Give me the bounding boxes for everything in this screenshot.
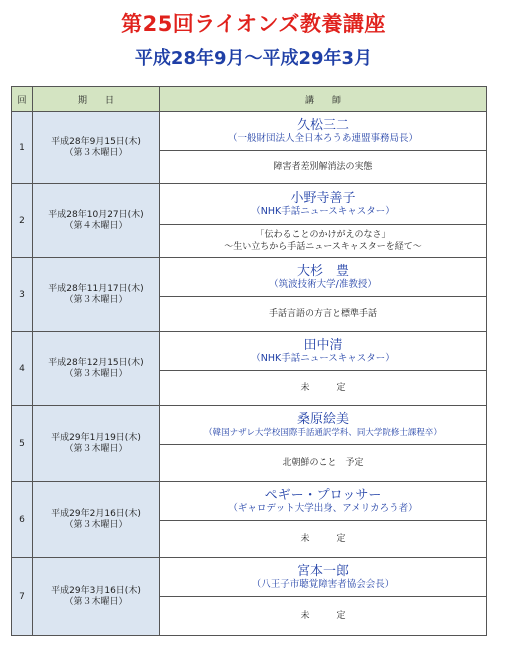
lecturer-name: 小野寺善子 [290,190,356,206]
table-row [12,558,487,597]
topic-cell [160,297,487,332]
lecturer-affiliation: （筑波技術大学/准教授） [269,278,377,290]
topic-cell [160,521,487,558]
week-text: （第３木曜日） [64,596,128,607]
lecturer-affiliation: （NHK手話ニュースキャスター） [251,352,395,364]
lecturer-name: 大杉 豊 [296,263,349,279]
topic-text: 北朝鮮のこと 予定 [282,458,364,468]
session-number: 6 [12,482,33,558]
lecturer-cell [160,406,487,445]
session-date [33,184,160,258]
date-text: 平成29年3月16日(木) [51,585,141,596]
week-text: （第３木曜日） [64,294,128,305]
header-num: 回 [12,87,33,112]
date-text: 平成28年10月27日(木) [48,209,144,220]
week-text: （第４木曜日） [64,220,128,231]
lecturer-cell [160,258,487,297]
week-text: （第３木曜日） [64,147,128,158]
lecturer-name: 田中清 [303,337,343,353]
lecturer-name: 桑原絵美 [296,411,349,427]
schedule-table [11,86,487,636]
topic-cell [160,597,487,636]
table-row [12,258,487,297]
topic-subtext: ～生い立ちから手話ニュースキャスターを経て～ [224,242,422,252]
header-date: 期 日 [33,87,160,112]
lecturer-name: 宮本一郎 [296,563,349,579]
lecturer-cell [160,332,487,371]
session-date [33,112,160,184]
topic-cell [160,371,487,406]
page-title: 第25回ライオンズ教養講座 [121,12,386,36]
week-text: （第３木曜日） [64,519,128,530]
session-number: 2 [12,184,33,258]
week-text: （第３木曜日） [64,443,128,454]
table-row [12,332,487,371]
lecturer-cell [160,184,487,225]
topic-text: 未 定 [300,534,346,544]
date-text: 平成29年2月16日(木) [51,508,141,519]
date-text: 平成28年9月15日(木) [51,136,141,147]
topic-text: 手話言語の方言と標準手話 [268,309,377,319]
session-number: 1 [12,112,33,184]
page-subtitle: 平成28年9月～平成29年3月 [134,48,373,69]
date-text: 平成28年11月17日(木) [48,283,144,294]
lecturer-affiliation: （一般財団法人全日本ろうあ連盟事務局長） [227,132,418,144]
session-number: 4 [12,332,33,406]
topic-text: 障害者差別解消法の実態 [273,162,373,172]
week-text: （第３木曜日） [64,368,128,379]
lecturer-cell [160,558,487,597]
table-row [12,406,487,445]
topic-text: 未 定 [300,611,346,621]
lecturer-cell [160,112,487,151]
topic-cell [160,151,487,184]
lecturer-cell [160,482,487,521]
table-row [12,482,487,521]
topic-cell [160,225,487,258]
lecturer-name: ペギー・プロッサー [264,487,382,503]
session-date [33,558,160,636]
table-row [12,112,487,151]
lecturer-affiliation: （ギャロデット大学出身、アメリカろう者） [228,502,418,514]
table-header-row [12,87,487,112]
session-date [33,482,160,558]
session-number: 3 [12,258,33,332]
table-row [12,184,487,225]
date-text: 平成28年12月15日(木) [48,357,144,368]
session-date [33,332,160,406]
session-number: 5 [12,406,33,482]
lecturer-affiliation: （韓国ナザレ大学校国際手話通訳学科、同大学院修士課程卒） [204,427,442,438]
session-date [33,258,160,332]
header-lecturer: 講 師 [160,87,487,112]
topic-text: 未 定 [300,383,346,393]
topic-cell [160,445,487,482]
topic-text: 「伝わることのかけがえのなさ」 [255,230,391,240]
session-number: 7 [12,558,33,636]
date-text: 平成29年1月19日(木) [51,432,141,443]
lecturer-name: 久松三二 [296,117,349,133]
session-date [33,406,160,482]
lecturer-affiliation: （NHK手話ニュースキャスター） [251,205,395,217]
lecturer-affiliation: （八王子市聴覚障害者協会会長） [251,578,395,590]
